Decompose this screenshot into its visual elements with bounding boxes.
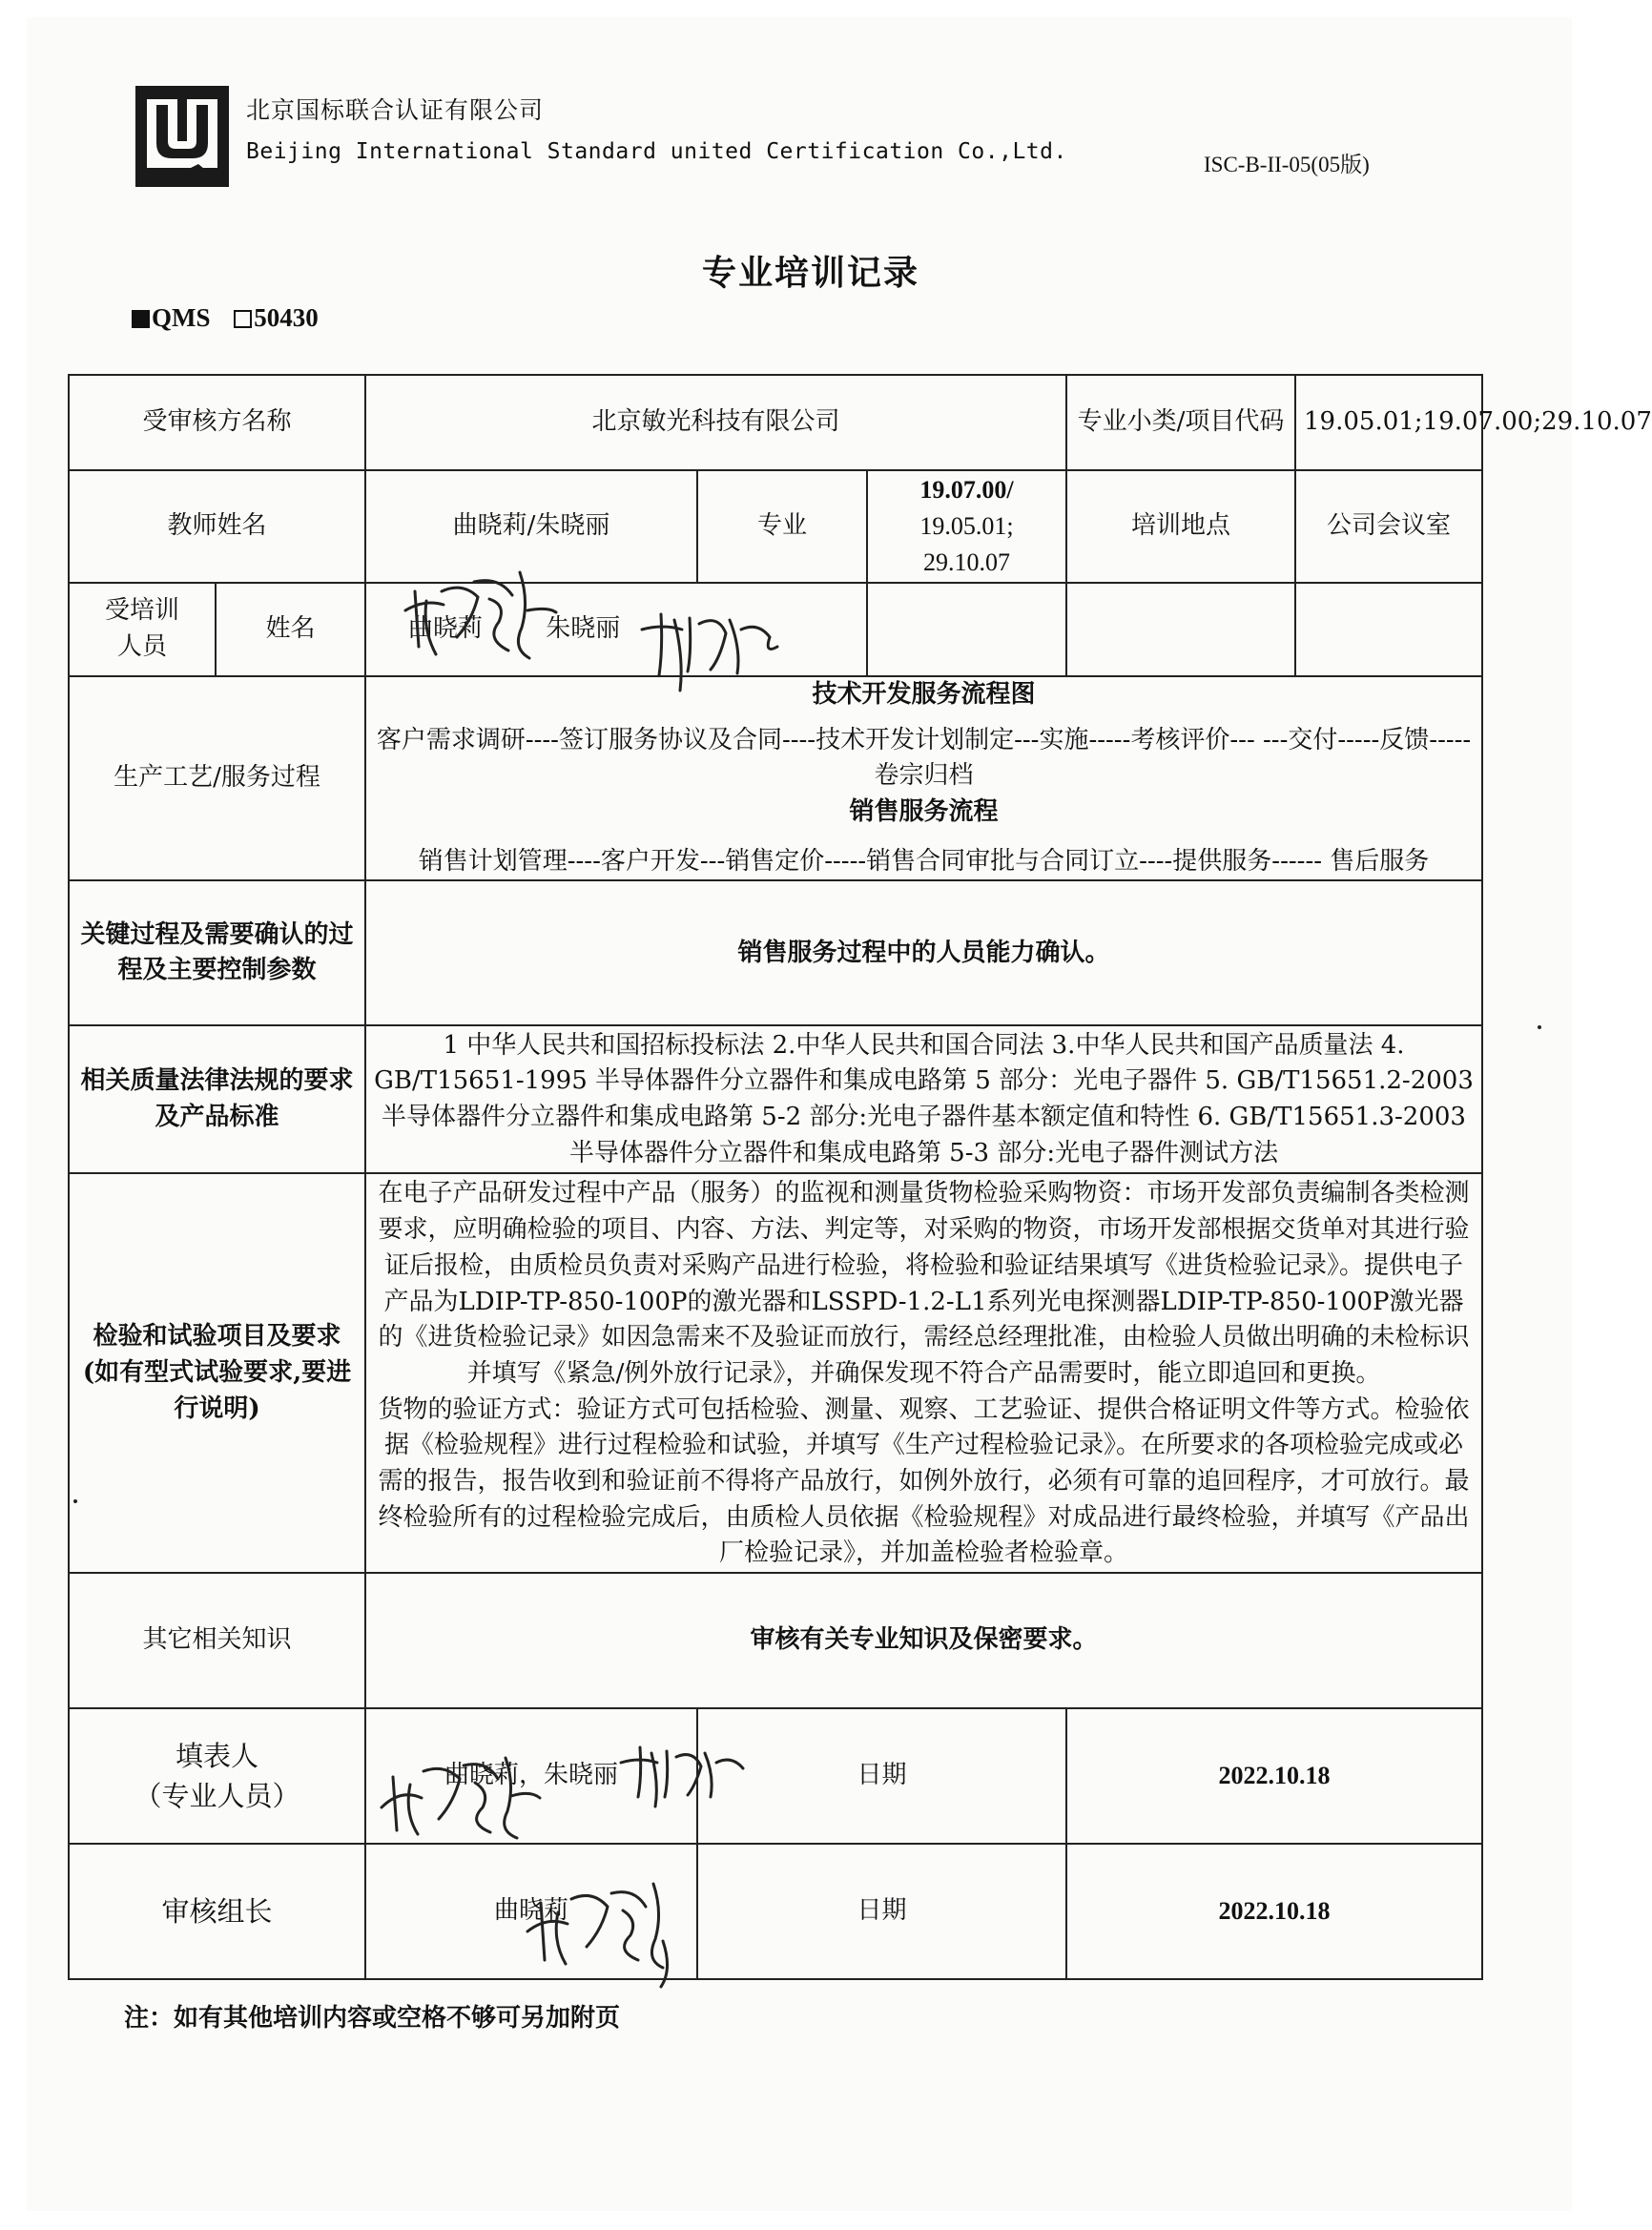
company-name-cn: 北京国标联合认证有限公司 (246, 96, 545, 124)
speck (73, 1499, 77, 1503)
location-label: 培训地点 (1066, 470, 1295, 583)
category-value: 19.05.01;19.07.00;29.10.07 (1295, 375, 1482, 470)
standard-selector (132, 303, 319, 333)
process-text: 销售计划管理----客户开发---销售定价-----销售合同审批与合同订立----提供服务------ 售后服务 (418, 846, 1430, 876)
location-value: 公司会议室 (1295, 470, 1482, 583)
table-row (69, 470, 1482, 583)
filler-date-label: 日期 (697, 1708, 1066, 1844)
table-row (69, 1025, 1482, 1173)
leader-label: 审核组长 (69, 1844, 365, 1979)
inspection-label: 检验和试验项目及要求(如有型式试验要求,要进行说明) (69, 1173, 365, 1573)
unchecked-box-icon (234, 310, 252, 328)
specialty-label: 专业 (697, 470, 867, 583)
table-row (69, 583, 1482, 676)
company-logo-icon (134, 84, 231, 189)
other-knowledge-value: 审核有关专业知识及保密要求。 (365, 1573, 1482, 1708)
company-name-en: Beijing International Standard united Certification Co.,Ltd. (246, 139, 1067, 164)
teacher-label: 教师姓名 (69, 470, 365, 583)
standard-qms-label: QMS (152, 303, 211, 332)
trainee-label (69, 583, 216, 676)
trainee-name: 曲晓莉 (408, 614, 484, 644)
training-record-table (68, 374, 1652, 1980)
law-value: 1 中华人民共和国招标投标法 2.中华人民共和国合同法 3.中华人民共和国产品质量法 4. GB/T15651-1995 半导体器件分立器件和集成电路第 5 部分：光电子器件 5. GB/T15651.2-2003 半导体器件分立器件和集成电路第 5-2 部分:光电子器件基本额定值和特性 6. GB/T15651.3-2003 半导体器件分立器件和集成电路第 5-3 部分:光电子器件测试方法 (365, 1025, 1482, 1173)
inspection-value (365, 1173, 1482, 1573)
standard-50430-label: 50430 (254, 303, 319, 332)
filler-label (69, 1708, 365, 1844)
other-knowledge-label: 其它相关知识 (69, 1573, 365, 1708)
table-row (69, 1844, 1482, 1979)
auditee-value: 北京敏光科技有限公司 (365, 375, 1066, 470)
trainee-name: 朱晓丽 (546, 614, 621, 644)
process-content (365, 676, 1482, 880)
document-code: ISC-B-II-05(05版) (1204, 153, 1370, 176)
specialty-code-line: 29.10.07 (923, 547, 1011, 576)
leader-date-label: 日期 (697, 1844, 1066, 1979)
table-row (69, 880, 1482, 1025)
name-label: 姓名 (216, 583, 365, 676)
key-process-value: 销售服务过程中的人员能力确认。 (365, 880, 1482, 1025)
empty-cell (1066, 583, 1295, 676)
empty-cell (867, 583, 1066, 676)
table-row (69, 375, 1482, 470)
filler-date: 2022.10.18 (1066, 1708, 1482, 1844)
inspection-paragraph: 在电子产品研发过程中产品（服务）的监视和测量货物检验采购物资：市场开发部负责编制各类检测要求，应明确检验的项目、内容、方法、判定等，对采购的物资，市场开发部根据交货单对其进行验证后报检，由质检员负责对采购产品进行检验，将检验和验证结果填写《进货检验记录》。提供电子产品为LDIP-TP-850-100P的激光器和LSSPD-1.2-L1系列光电探测器LDIP-TP-850-100P激光器的《进货检验记录》如因急需来不及验证而放行，需经总经理批准，由检验人员做出明确的未检标识并填写《紧急/例外放行记录》，并确保发现不符合产品需要时，能立即追回和更换。 (378, 1179, 1470, 1388)
trainee-names (365, 583, 867, 676)
filler-value: 曲晓莉，朱晓丽 (365, 1708, 697, 1844)
empty-cell (1295, 583, 1482, 676)
table-row (69, 1173, 1482, 1573)
specialty-code-line: 19.05.01; (919, 512, 1014, 541)
key-process-label: 关键过程及需要确认的过程及主要控制参数 (69, 880, 365, 1025)
table-row (69, 1573, 1482, 1708)
leader-date: 2022.10.18 (1066, 1844, 1482, 1979)
footer-note: 注：如有其他培训内容或空格不够可另加附页 (124, 2004, 621, 2033)
checked-box-icon (132, 310, 150, 328)
inspection-paragraph: 货物的验证方式：验证方式可包括检验、测量、观察、工艺验证、提供合格证明文件等方式。检验依据《检验规程》进行过程检验和试验，并填写《生产过程检验记录》。在所要求的各项检验完成或必需的报告，报告收到和验证前不得将产品放行，如例外放行，必须有可靠的追回程序，才可放行。最终检验所有的过程检验完成后，由质检人员依据《检验规程》对成品进行最终检验，并填写《产品出厂检验记录》，并加盖检验者检验章。 (378, 1394, 1470, 1568)
category-label: 专业小类/项目代码 (1066, 375, 1295, 470)
specialty-codes (867, 470, 1066, 583)
trainee-label-line: 受培训 (104, 596, 179, 626)
process-label: 生产工艺/服务过程 (69, 676, 365, 880)
filler-label-line: （专业人员） (134, 1780, 300, 1812)
specialty-code-line: 19.07.00/ (919, 476, 1014, 505)
process-heading: 销售服务流程 (849, 797, 999, 827)
auditee-label: 受审核方名称 (69, 375, 365, 470)
speck (1538, 1025, 1541, 1029)
trainee-label-line: 人员 (116, 632, 167, 661)
leader-value: 曲晓莉 (365, 1844, 697, 1979)
table-row (69, 1708, 1482, 1844)
page-title: 专业培训记录 (701, 253, 919, 293)
filler-label-line: 填表人 (176, 1739, 259, 1772)
process-text: 客户需求调研----签订服务协议及合同----技术开发计划制定---实施-----考核评价--- ---交付-----反馈-----卷宗归档 (376, 725, 1472, 791)
teacher-value: 曲晓莉/朱晓丽 (365, 470, 697, 583)
process-heading: 技术开发服务流程图 (812, 680, 1036, 709)
table-row (69, 676, 1482, 880)
law-label: 相关质量法律法规的要求及产品标准 (69, 1025, 365, 1173)
